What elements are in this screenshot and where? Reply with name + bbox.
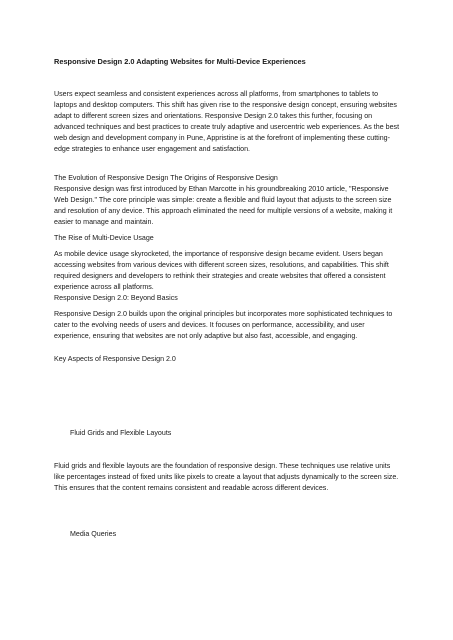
- section-heading-evolution: The Evolution of Responsive Design The Origins of Responsive Design: [54, 174, 278, 182]
- aspect-title-fluid-grids: Fluid Grids and Flexible Layouts: [70, 429, 172, 437]
- document-title: Responsive Design 2.0 Adapting Websites for Multi-Device Experiences: [54, 57, 306, 66]
- aspect-title-media-queries: Media Queries: [70, 530, 117, 538]
- aspect-body-fluid-grids: Fluid grids and flexible layouts are the foundation of responsive design. These techniques use relative units like percentages instead of fixed units like pixels to create a layout that adjusts dynamically to the screen size. This ensures that the content remains consistent and readable across different devices.: [54, 462, 399, 492]
- section-body-multi-device: As mobile device usage skyrocketed, the importance of responsive design became evident. Users began accessing websites from various devices with different screen sizes, resolutions, and capabilities. This shift required designers and developers to rethink their strategies and create websites that offered a consistent experience across all platforms.: [54, 250, 389, 291]
- section-heading-beyond-basics: Responsive Design 2.0: Beyond Basics: [54, 294, 178, 302]
- section-heading-key-aspects: Key Aspects of Responsive Design 2.0: [54, 355, 176, 363]
- intro-paragraph: Users expect seamless and consistent experiences across all platforms, from smartphones to tablets to laptops and desktop computers. This shift has given rise to the responsive design concept, ensuring websites adapt to different screen sizes and orientations. Responsive Design 2.0 takes this further, focusing on advanced techniques and best practices to create truly adaptive and usercentric web experiences. As the best web design and development company in Pune, Appristine is at the forefront of implementing these cutting-edge strategies to enhance user engagement and satisfaction.: [54, 90, 400, 153]
- section-body-beyond-basics: Responsive Design 2.0 builds upon the original principles but incorporates more sophisticated techniques to cater to the evolving needs of users and devices. It focuses on performance, accessibility, and user experience, ensuring that websites are not only adaptive but also fast, accessible, and engaging.: [54, 310, 393, 340]
- section-heading-multi-device: The Rise of Multi-Device Usage: [54, 234, 154, 242]
- section-body-evolution: Responsive design was first introduced by Ethan Marcotte in his groundbreaking 2010 article, "Responsive Web Design." The core principle was simple: create a flexible and fluid layout that adjusts to the screen size and resolution of any device. This approach eliminated the need for multiple versions of a website, making it easier to manage and maintain.: [54, 185, 393, 226]
